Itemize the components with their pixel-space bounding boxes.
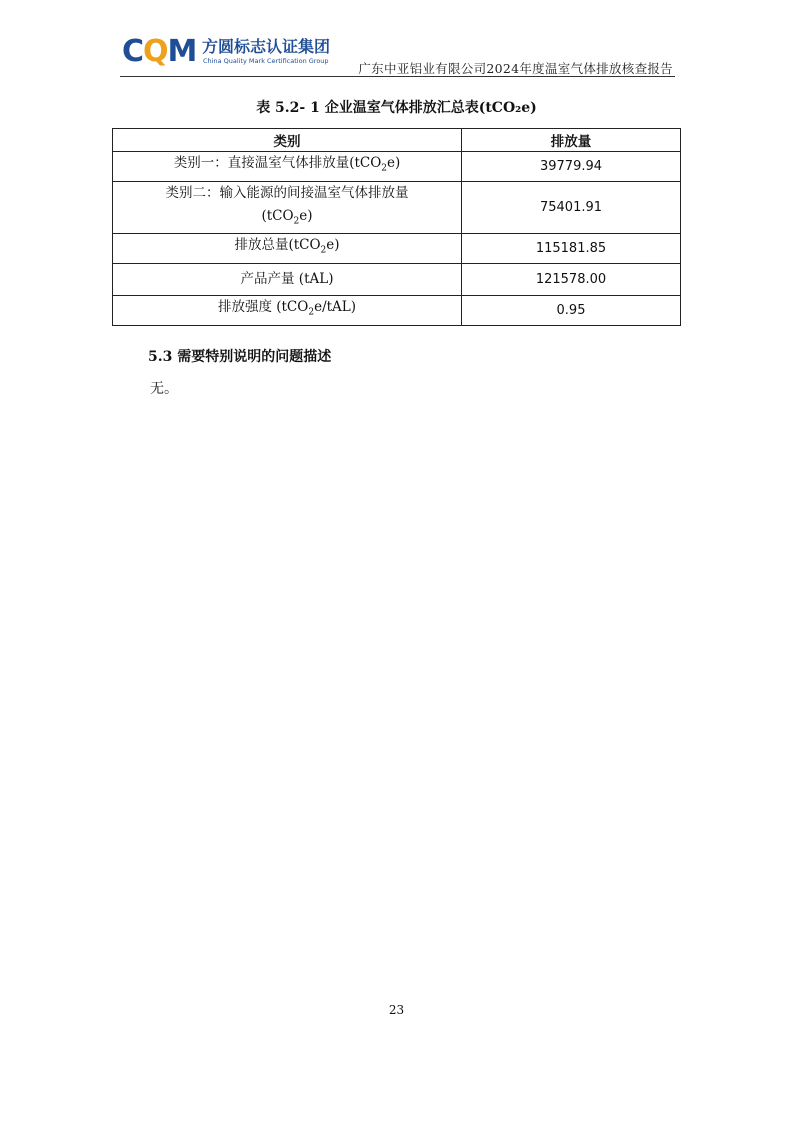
row-value: 115181.85 [462, 234, 681, 264]
report-title: 广东中亚铝业有限公司2024年度温室气体排放核查报告 [358, 61, 673, 76]
page-number: 23 [388, 1003, 405, 1017]
row-label: 类别二：输入能源的间接温室气体排放量 (tCO$_2$e) [113, 181, 462, 234]
row-label: 产品产量 (tAL) [113, 264, 462, 296]
row-value: 75401.91 [462, 181, 681, 234]
column-header-emissions: 排放量 [462, 129, 681, 152]
section-body: 无。 [150, 381, 178, 397]
row-value: 121578.00 [462, 264, 681, 296]
row-value: 39779.94 [462, 152, 681, 182]
header-divider [120, 76, 675, 77]
table-caption: 表 5.2- 1 企业温室气体排放汇总表(tCO₂e) [256, 100, 537, 116]
row-label: 排放总量(tCO$_2$e) [113, 234, 462, 264]
table-row [113, 152, 681, 182]
row-label: 排放强度 (tCO$_2$e/tAL) [113, 296, 462, 326]
page-header [0, 0, 793, 80]
table-row [113, 264, 681, 296]
section-heading: 5.3 需要特别说明的问题描述 [148, 349, 332, 365]
table-header-row [113, 129, 681, 152]
logo-mark: CQM [122, 34, 197, 69]
table-row [113, 296, 681, 326]
logo-name-en: China Quality Mark Certification Group [203, 57, 329, 65]
logo-name-cn: 方圆标志认证集团 [202, 37, 331, 56]
emission-summary-table [112, 128, 681, 326]
row-label: 类别一：直接温室气体排放量(tCO$_2$e) [113, 152, 462, 182]
table-row [113, 181, 681, 234]
row-value: 0.95 [462, 296, 681, 326]
table-row [113, 234, 681, 264]
column-header-category: 类别 [113, 129, 462, 152]
